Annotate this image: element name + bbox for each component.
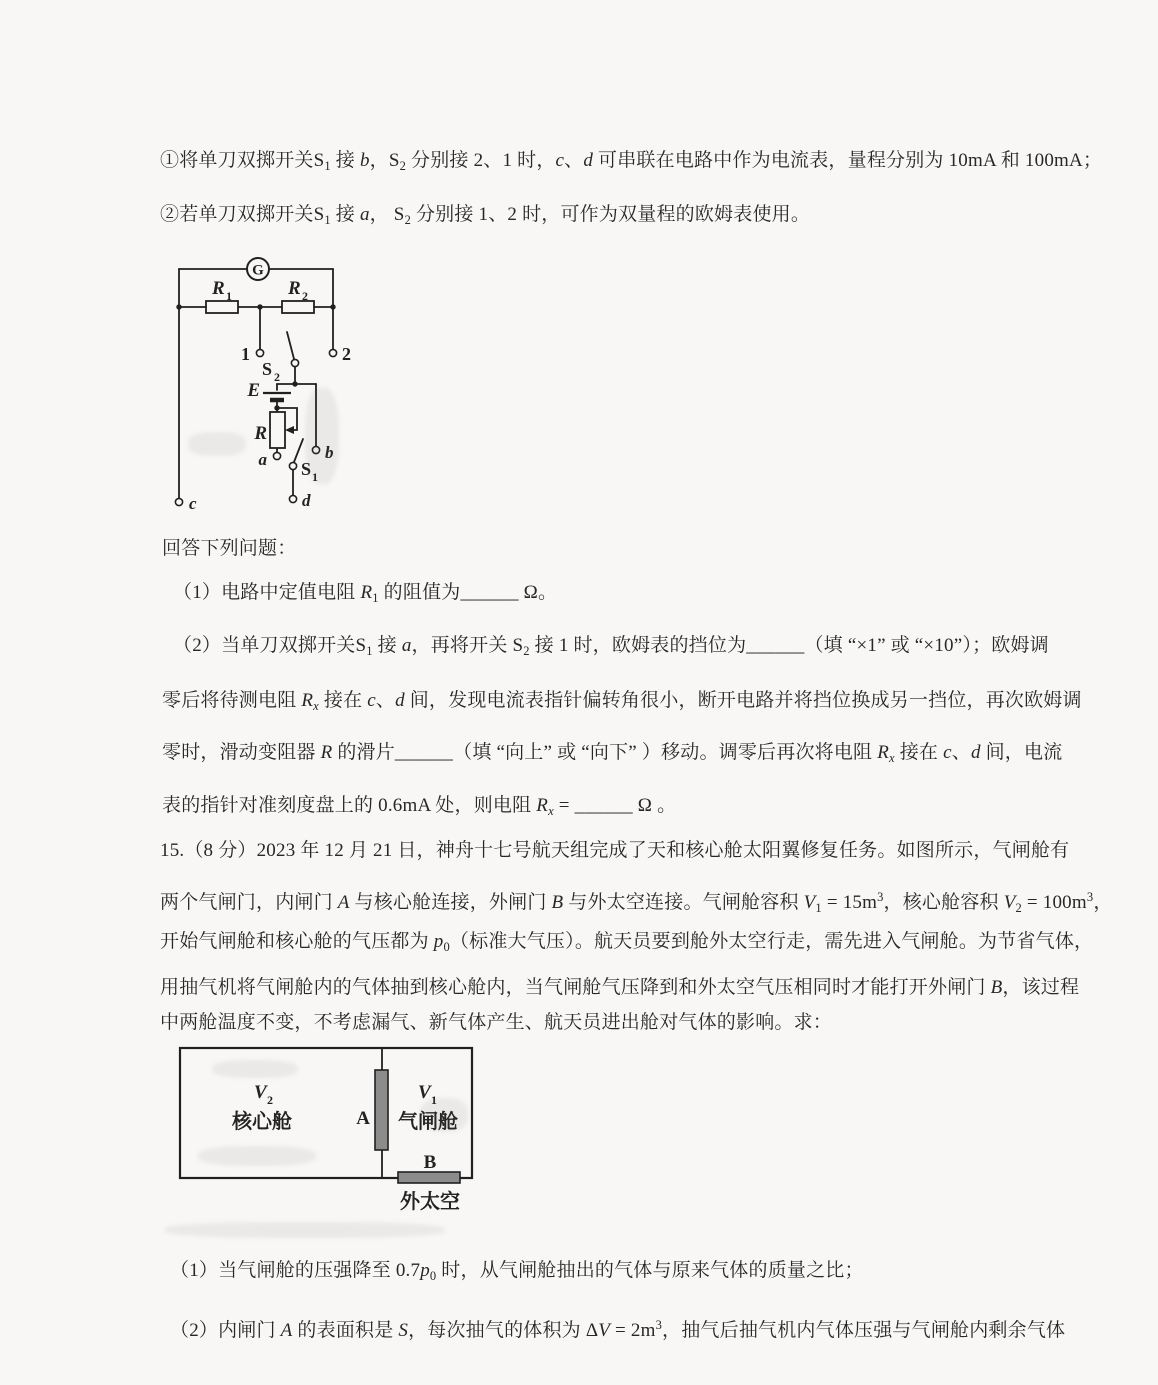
battery-e-label: E: [247, 380, 260, 401]
terminal-c-label: c: [189, 494, 197, 513]
p14-q1: （1）电路中定值电阻 $R_1$ 的阻值为______ Ω。: [173, 582, 558, 605]
resistor-r1-sub: 1: [226, 289, 232, 303]
v1-label: V: [418, 1082, 431, 1103]
switch-s2-label: S: [261, 359, 272, 379]
outer-door-b: [398, 1172, 460, 1183]
circuit-diagram: [150, 246, 400, 521]
switch-s2-pivot: [291, 359, 298, 366]
terminal-c: [175, 498, 182, 505]
switch-s1-label: S: [301, 459, 312, 479]
terminal-d: [289, 495, 296, 502]
galvanometer-label: G: [252, 262, 264, 279]
inner-door-a: [375, 1070, 388, 1150]
terminal-a: [273, 452, 280, 459]
door-b-label: B: [423, 1152, 437, 1173]
terminal-2: [329, 349, 336, 356]
bleed-through-artifact: [188, 432, 246, 456]
switch-s1-sub: 1: [312, 470, 318, 484]
p15-intro3: 开始气闸舱和核心舱的气压都为 $p_0$（标准大气压）。航天员要到舱外太空行走，需先进入气闸舱。为节省气体，: [160, 931, 1094, 954]
resistor-r1: [206, 301, 238, 313]
switch-s2-sub: 2: [274, 370, 280, 384]
p15-intro2: 两个气闸门，内闸门 A 与核心舱连接，外闸门 B 与外太空连接。气闸舱容积 $V_1 = 15m^3$，核心舱容积 $V_2 = 100m^3$，: [160, 890, 1113, 915]
p14-prompt: 回答下列问题：: [162, 538, 297, 559]
terminal-a-label: a: [258, 450, 267, 469]
p15-q2: （2）内闸门 A 的表面积是 S，每次抽气的体积为 $\Delta V = 2m^3$，抽气后抽气机内气体压强与气闸舱内剩余气体: [170, 1318, 1066, 1341]
rheostat-r: [270, 412, 285, 448]
p14-q2-line4: 表的指针对准刻度盘上的 0.6mA 处，则电阻 $R_x$ = ______ Ω 。: [162, 795, 677, 818]
rheostat-r-label: R: [254, 423, 267, 444]
bleed-through-artifact: [198, 1146, 316, 1166]
bleed-through-artifact: [212, 1060, 298, 1078]
p15-intro4: 用抽气机将气闸舱内的气体抽到核心舱内，当气闸舱气压降到和外太空气压相同时才能打开外闸门 B，该过程: [160, 977, 1080, 998]
resistor-r2-label: R: [288, 278, 301, 299]
bleed-through-artifact: [420, 1098, 468, 1132]
airlock-label: 气闸舱: [398, 1111, 458, 1133]
galvanometer: [247, 258, 269, 280]
p14-note2: ②若单刀双掷开关$S_1$ 接 a， $S_2$ 分别接 1、2 时，可作为双量程的欧姆表使用。: [160, 204, 811, 227]
door-a-label: A: [356, 1108, 370, 1129]
p15-q1: （1）当气闸舱的压强降至 $0.7p_0$ 时，从气闸舱抽出的气体与原来气体的质量之比；: [170, 1260, 864, 1283]
resistor-r2: [282, 301, 314, 313]
bleed-through-artifact: [165, 1222, 445, 1238]
resistor-r1-label: R: [212, 278, 225, 299]
terminal-b-label: b: [325, 443, 334, 462]
core-module-label: 核心舱: [232, 1111, 292, 1133]
bleed-through-artifact: [305, 388, 339, 484]
p14-q2-line1: （2）当单刀双掷开关$S_1$ 接 a，再将开关 $S_2$ 接 1 时，欧姆表的挡位为______（填 “×1” 或 “×10”）；欧姆调: [173, 635, 1049, 658]
p14-q2-line2: 零后将待测电阻 $R_x$ 接在 c、d 间，发现电流表指针偏转角很小，断开电路并将挡位换成另一挡位，再次欧姆调: [162, 690, 1082, 713]
p15-intro5: 中两舱温度不变，不考虑漏气、新气体产生、航天员进出舱对气体的影响。求：: [160, 1012, 833, 1033]
p14-note1: ①将单刀双掷开关$S_1$ 接 b，$S_2$ 分别接 2、1 时，c、d 可串联在电路中作为电流表，量程分别为 10mA 和 100mA；: [160, 150, 1103, 173]
terminal-1: [256, 349, 263, 356]
rheostat-slider-arrow: [285, 426, 294, 434]
v1-sub: 1: [431, 1093, 437, 1107]
outer-space-label: 外太空: [400, 1191, 460, 1213]
switch-s1-pivot: [289, 462, 296, 469]
terminal-1-label: 1: [241, 344, 250, 364]
terminal-2-label: 2: [342, 344, 351, 364]
p14-q2-line3: 零时，滑动变阻器 R 的滑片______（填 “向上” 或 “向下” ）移动。调零后再次将电阻 $R_x$ 接在 c、d 间，电流: [162, 742, 1063, 765]
v2-sub: 2: [267, 1093, 273, 1107]
terminal-d-label: d: [302, 491, 311, 510]
v2-label: V: [254, 1082, 267, 1103]
resistor-r2-sub: 2: [302, 289, 308, 303]
battery-e: [263, 393, 291, 400]
p15-intro1: 15.（8 分）2023 年 12 月 21 日，神舟十七号航天组完成了天和核心舱太阳翼修复任务。如图所示，气闸舱有: [160, 840, 1070, 861]
